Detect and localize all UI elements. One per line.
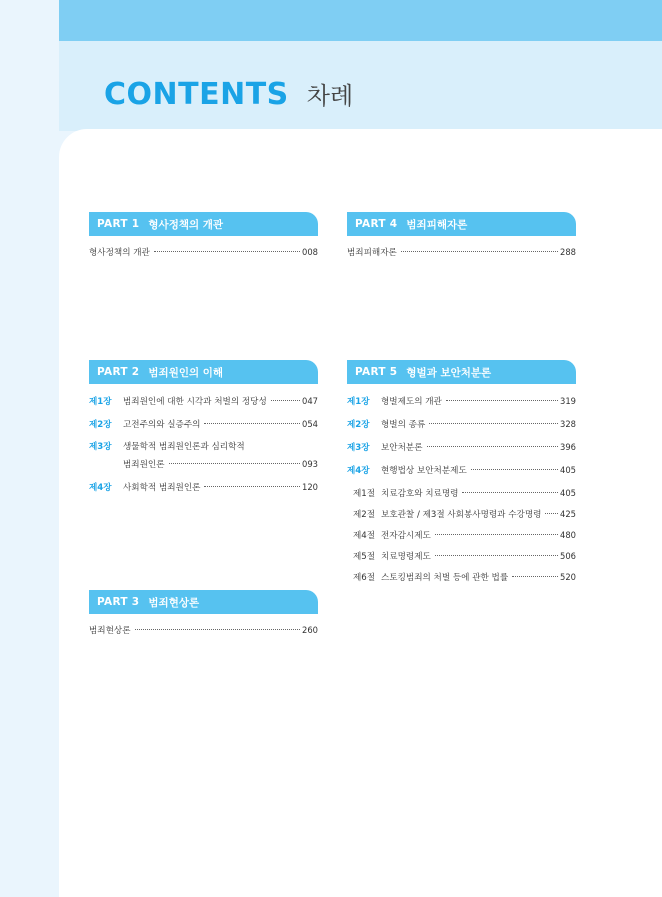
toc-entry[interactable] xyxy=(89,418,318,432)
page-number: 008 xyxy=(302,247,318,257)
toc-entry[interactable] xyxy=(89,246,318,260)
toc-entry[interactable] xyxy=(347,395,576,409)
dot-leader xyxy=(154,251,300,252)
chapter-label: 제4장 xyxy=(347,466,370,476)
part-number: PART 5 xyxy=(355,366,398,378)
toc-subentry[interactable] xyxy=(347,571,576,585)
entry-title: 형벌제도의 개관 xyxy=(381,397,442,407)
chapter-label: 제1장 xyxy=(347,397,370,407)
entry-title: 치료감호와 치료명령 xyxy=(381,489,459,499)
part-number: PART 2 xyxy=(97,366,140,378)
chapter-label: 제3장 xyxy=(347,443,370,453)
part-name: 범죄피해자론 xyxy=(406,218,468,231)
dot-leader xyxy=(271,400,300,401)
dot-leader xyxy=(435,534,558,535)
toc-subentry[interactable] xyxy=(347,487,576,501)
toc-entry[interactable] xyxy=(89,441,318,454)
part-name: 범죄현상론 xyxy=(148,596,200,609)
page-number: 288 xyxy=(560,247,576,257)
page-number: 093 xyxy=(302,459,318,469)
entry-title: 치료명령제도 xyxy=(381,552,431,562)
page-number: 328 xyxy=(560,419,576,429)
part-number: PART 1 xyxy=(97,218,140,230)
part-2-section xyxy=(89,360,318,504)
dot-leader xyxy=(427,446,558,447)
part-4-header xyxy=(347,212,576,236)
dot-leader xyxy=(512,576,558,577)
entry-title: 현행법상 보안처분제도 xyxy=(381,466,467,476)
page-number: 480 xyxy=(560,530,576,540)
entry-title: 사회학적 범죄원인론 xyxy=(123,483,201,493)
part-5-section xyxy=(347,360,576,592)
toc-subentry[interactable] xyxy=(347,529,576,543)
page-number: 047 xyxy=(302,396,318,406)
toc-entry-continued[interactable] xyxy=(89,458,318,472)
dot-leader xyxy=(401,251,558,252)
page-number: 520 xyxy=(560,572,576,582)
page-number: 120 xyxy=(302,482,318,492)
toc-entry[interactable] xyxy=(89,624,318,638)
entry-title: 형사정책의 개관 xyxy=(89,248,150,258)
page-number: 054 xyxy=(302,419,318,429)
entry-title: 범죄원인에 대한 시각과 처벌의 정당성 xyxy=(123,397,267,407)
dot-leader xyxy=(429,423,558,424)
toc-entry[interactable] xyxy=(89,481,318,495)
toc-entry[interactable] xyxy=(347,464,576,478)
toc-subentry[interactable] xyxy=(347,508,576,522)
entry-title: 전자감시제도 xyxy=(381,531,431,541)
dot-leader xyxy=(446,400,558,401)
part-5-header xyxy=(347,360,576,384)
section-label: 제6절 xyxy=(353,573,376,583)
toc-entry[interactable] xyxy=(347,246,576,260)
dot-leader xyxy=(462,492,558,493)
page-number: 260 xyxy=(302,625,318,635)
dot-leader xyxy=(204,486,300,487)
entry-title: 보안처분론 xyxy=(381,443,423,453)
header-band xyxy=(59,0,662,41)
entry-title: 스토킹범죄의 처벌 등에 관한 법률 xyxy=(381,573,509,583)
part-number: PART 3 xyxy=(97,596,140,608)
part-1-section xyxy=(89,212,318,269)
part-3-header xyxy=(89,590,318,614)
part-1-header xyxy=(89,212,318,236)
page-number: 425 xyxy=(560,509,576,519)
dot-leader xyxy=(169,463,300,464)
title-korean: 차례 xyxy=(306,82,354,110)
toc-entry[interactable] xyxy=(347,441,576,455)
toc-entry[interactable] xyxy=(89,395,318,409)
entry-title: 고전주의와 실증주의 xyxy=(123,420,201,430)
title-english: CONTENTS xyxy=(104,77,289,112)
dot-leader xyxy=(545,513,558,514)
entry-title-continued: 범죄원인론 xyxy=(123,460,165,470)
entry-title: 형벌의 종류 xyxy=(381,420,426,430)
dot-leader xyxy=(204,423,300,424)
section-label: 제1절 xyxy=(353,489,376,499)
chapter-label: 제4장 xyxy=(89,483,112,493)
toc-entry[interactable] xyxy=(347,418,576,432)
part-4-section xyxy=(347,212,576,269)
page-number: 506 xyxy=(560,551,576,561)
entry-title: 보호관찰 / 제3절 사회봉사명령과 수강명령 xyxy=(381,510,542,520)
page-number: 396 xyxy=(560,442,576,452)
part-2-header xyxy=(89,360,318,384)
entry-title: 생물학적 범죄원인론과 심리학적 xyxy=(123,442,245,452)
dot-leader xyxy=(471,469,558,470)
toc-subentry[interactable] xyxy=(347,550,576,564)
section-label: 제4절 xyxy=(353,531,376,541)
dot-leader xyxy=(435,555,558,556)
section-label: 제2절 xyxy=(353,510,376,520)
chapter-label: 제1장 xyxy=(89,397,112,407)
chapter-label: 제2장 xyxy=(347,420,370,430)
part-number: PART 4 xyxy=(355,218,398,230)
page-number: 405 xyxy=(560,465,576,475)
part-name: 범죄원인의 이해 xyxy=(148,366,224,379)
page-number: 319 xyxy=(560,396,576,406)
part-name: 형벌과 보안처분론 xyxy=(406,366,492,379)
entry-title: 범죄현상론 xyxy=(89,626,131,636)
entry-title: 범죄피해자론 xyxy=(347,248,397,258)
chapter-label: 제3장 xyxy=(89,442,112,452)
section-label: 제5절 xyxy=(353,552,376,562)
page-title xyxy=(104,76,353,112)
page-number: 405 xyxy=(560,488,576,498)
part-3-section xyxy=(89,590,318,647)
chapter-label: 제2장 xyxy=(89,420,112,430)
dot-leader xyxy=(135,629,300,630)
part-name: 형사정책의 개관 xyxy=(148,218,224,231)
